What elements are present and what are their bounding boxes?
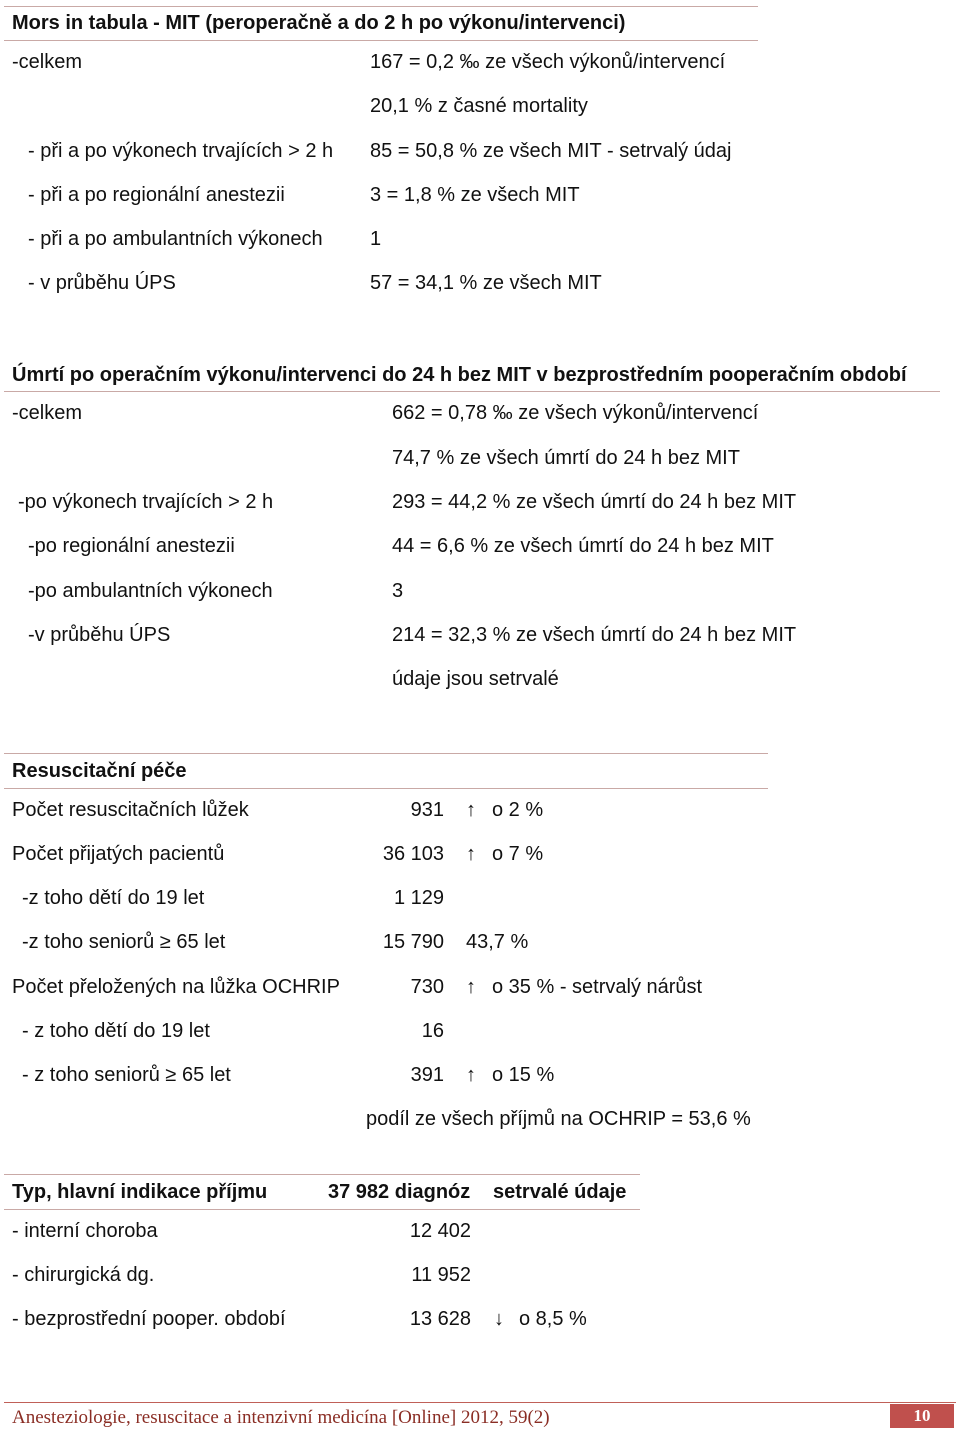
s3-row-label: -z toho seniorů ≥ 65 let (22, 931, 226, 953)
s2-row-value: údaje jsou setrvalé (392, 668, 559, 690)
s3-row-label: Počet resuscitačních lůžek (12, 799, 249, 821)
arrow-up-icon: ↑ (466, 799, 476, 821)
s3-row-trend: 43,7 % (466, 931, 529, 953)
section4-top-rule (4, 1174, 640, 1175)
page-number-badge: 10 (890, 1404, 954, 1428)
s3-row-label: - z toho dětí do 19 let (22, 1020, 210, 1042)
section4-header-label: Typ, hlavní indikace příjmu (12, 1181, 268, 1203)
section3-title-rule (4, 788, 768, 789)
s2-row-value: 662 = 0,78 ‰ ze všech výkonů/intervencí (392, 402, 759, 424)
s3-row-value: 730 (410, 976, 444, 998)
section4-header-rule (4, 1209, 640, 1210)
s3-row-label: Počet přeložených na lůžka OCHRIP (12, 976, 340, 998)
s2-row-label: -po ambulantních výkonech (28, 580, 273, 602)
s2-row-value: 3 (392, 580, 404, 602)
section1-title-rule (4, 40, 758, 41)
section2-title-rule (4, 391, 940, 392)
s1-row-label: - při a po výkonech trvajících > 2 h (28, 140, 334, 162)
section1-title: Mors in tabula - MIT (peroperačně a do 2 h po výkonu/intervenci) (12, 12, 626, 34)
arrow-down-icon: ↓ (494, 1308, 504, 1330)
s3-note: podíl ze všech příjmů na OCHRIP = 53,6 % (366, 1108, 751, 1130)
s1-row-value: 57 = 34,1 % ze všech MIT (370, 272, 602, 294)
s1-row-label: - při a po regionální anestezii (28, 184, 285, 206)
s3-row-trend: o 2 % (492, 799, 544, 821)
s3-row-label: -z toho dětí do 19 let (22, 887, 205, 909)
s3-row-value: 931 (410, 799, 444, 821)
s2-row-value: 44 = 6,6 % ze všech úmrtí do 24 h bez MIT (392, 535, 774, 557)
s4-row-value: 12 402 (409, 1220, 471, 1242)
arrow-up-icon: ↑ (466, 1064, 476, 1086)
s2-row-label: -po regionální anestezii (28, 535, 235, 557)
s1-row-value: 1 (370, 228, 382, 250)
s3-row-value: 36 103 (382, 843, 444, 865)
s3-row-value: 391 (410, 1064, 444, 1086)
section3-title: Resuscitační péče (12, 760, 187, 782)
s1-row-value: 167 = 0,2 ‰ ze všech výkonů/intervencí (370, 51, 726, 73)
s1-row-label: - při a po ambulantních výkonech (28, 228, 323, 250)
s1-row-value: 3 = 1,8 % ze všech MIT (370, 184, 580, 206)
s1-row-value: 20,1 % z časné mortality (370, 95, 588, 117)
s3-row-label: Počet přijatých pacientů (12, 843, 225, 865)
arrow-up-icon: ↑ (466, 843, 476, 865)
s3-row-trend: o 35 % - setrvalý nárůst (492, 976, 703, 998)
s1-row-label: - v průběhu ÚPS (28, 272, 176, 294)
section4-header-value: 37 982 diagnóz (328, 1181, 471, 1203)
s3-row-value: 1 129 (393, 887, 444, 909)
s1-row-label: -celkem (12, 51, 83, 73)
s2-row-label: -celkem (12, 402, 83, 424)
arrow-up-icon: ↑ (466, 976, 476, 998)
footer-rule (4, 1402, 956, 1403)
s2-row-value: 74,7 % ze všech úmrtí do 24 h bez MIT (392, 447, 740, 469)
s3-row-trend: o 15 % (492, 1064, 555, 1086)
s1-row-value: 85 = 50,8 % ze všech MIT - setrvalý údaj (370, 140, 732, 162)
s4-row-value: 11 952 (411, 1264, 471, 1286)
s3-row-trend: o 7 % (492, 843, 544, 865)
s4-row-label: - interní choroba (12, 1220, 158, 1242)
s3-row-value: 15 790 (382, 931, 444, 953)
s2-row-label: -v průběhu ÚPS (28, 624, 171, 646)
s4-row-label: - bezprostřední pooper. období (12, 1308, 286, 1330)
section2-title: Úmrtí po operačním výkonu/intervenci do 24 h bez MIT v bezprostředním pooperačním období (12, 364, 907, 386)
s2-row-value: 293 = 44,2 % ze všech úmrtí do 24 h bez MIT (392, 491, 797, 513)
s4-row-trend: o 8,5 % (519, 1308, 587, 1330)
s3-row-value: 16 (421, 1020, 444, 1042)
s4-row-value: 13 628 (409, 1308, 471, 1330)
section1-top-rule (4, 6, 758, 7)
s4-row-label: - chirurgická dg. (12, 1264, 155, 1286)
section3-top-rule (4, 753, 768, 754)
footer-journal: Anesteziologie, resuscitace a intenzivní medicína [Online] 2012, 59(2) (12, 1407, 550, 1428)
s2-row-value: 214 = 32,3 % ze všech úmrtí do 24 h bez MIT (392, 624, 797, 646)
s2-row-label: -po výkonech trvajících > 2 h (18, 491, 274, 513)
s3-row-label: - z toho seniorů ≥ 65 let (22, 1064, 231, 1086)
section4-header-note: setrvalé údaje (493, 1181, 627, 1203)
